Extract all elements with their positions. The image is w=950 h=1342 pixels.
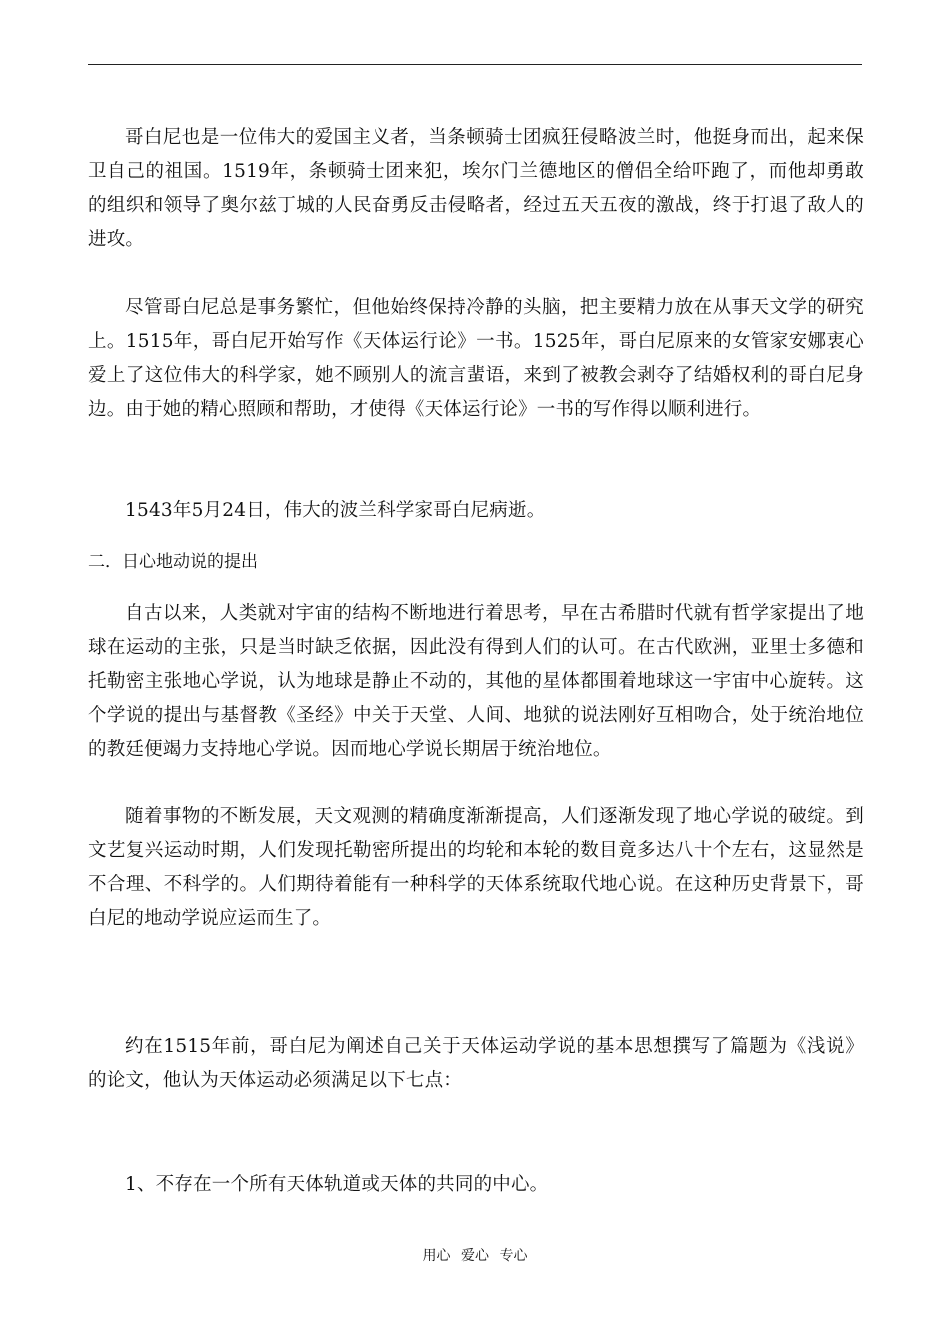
paragraph-commentariolus: 约在1515年前，哥白尼为阐述自己关于天体运动学说的基本思想撰写了篇题为《浅说》的论文，他认为天体运动必须满足以下七点： [88,1036,864,1091]
paragraph-busy-research: 尽管哥白尼总是事务繁忙，但他始终保持冷静的头脑，把主要精力放在从事天文学的研究上。1515年，哥白尼开始写作《天体运行论》一书。1525年，哥白尼原来的女管家安娜衷心爱上了这位伟大的科学家，她不顾别人的流言蜚语，来到了被教会剥夺了结婚权利的哥白尼身边。由于她的精心照顾和帮助，才使得《天体运行论》一书的写作得以顺利进行。 [88,297,864,420]
paragraph-renaissance: 随着事物的不断发展，天文观测的精确度渐渐提高，人们逐渐发现了地心学说的破绽。到文艺复兴运动时期，人们发现托勒密所提出的均轮和本轮的数目竟多达八十个左右，这显然是不合理、不科学的。人们期待着能有一种科学的天体系统取代地心说。在这种历史背景下，哥白尼的地动学说应运而生了。 [88,806,864,929]
list-item-1: 1、不存在一个所有天体轨道或天体的共同的中心。 [125,1174,549,1195]
section-heading: 二．日心地动说的提出 [88,552,258,572]
paragraph-patriot: 哥白尼也是一位伟大的爱国主义者，当条顿骑士团疯狂侵略波兰时，他挺身而出，起来保卫自己的祖国。1519年，条顿骑士团来犯，埃尔门兰德地区的僧侣全给吓跑了，而他却勇敢的组织和领导了奥尔兹丁城的人民奋勇反击侵略者，经过五天五夜的激战，终于打退了敌人的进攻。 [88,127,864,250]
paragraph-death: 1543年5月24日，伟大的波兰科学家哥白尼病逝。 [125,500,546,521]
header-rule [88,64,862,65]
page-footer: 用心 爱心 专心 [422,1248,528,1264]
paragraph-geocentric: 自古以来，人类就对宇宙的结构不断地进行着思考，早在古希腊时代就有哲学家提出了地球在运动的主张，只是当时缺乏依据，因此没有得到人们的认可。在古代欧洲，亚里士多德和托勒密主张地心学说，认为地球是静止不动的，其他的星体都围着地球这一宇宙中心旋转。这个学说的提出与基督教《圣经》中关于天堂、人间、地狱的说法刚好互相吻合，处于统治地位的教廷便竭力支持地心学说。因而地心学说长期居于统治地位。 [88,603,864,760]
